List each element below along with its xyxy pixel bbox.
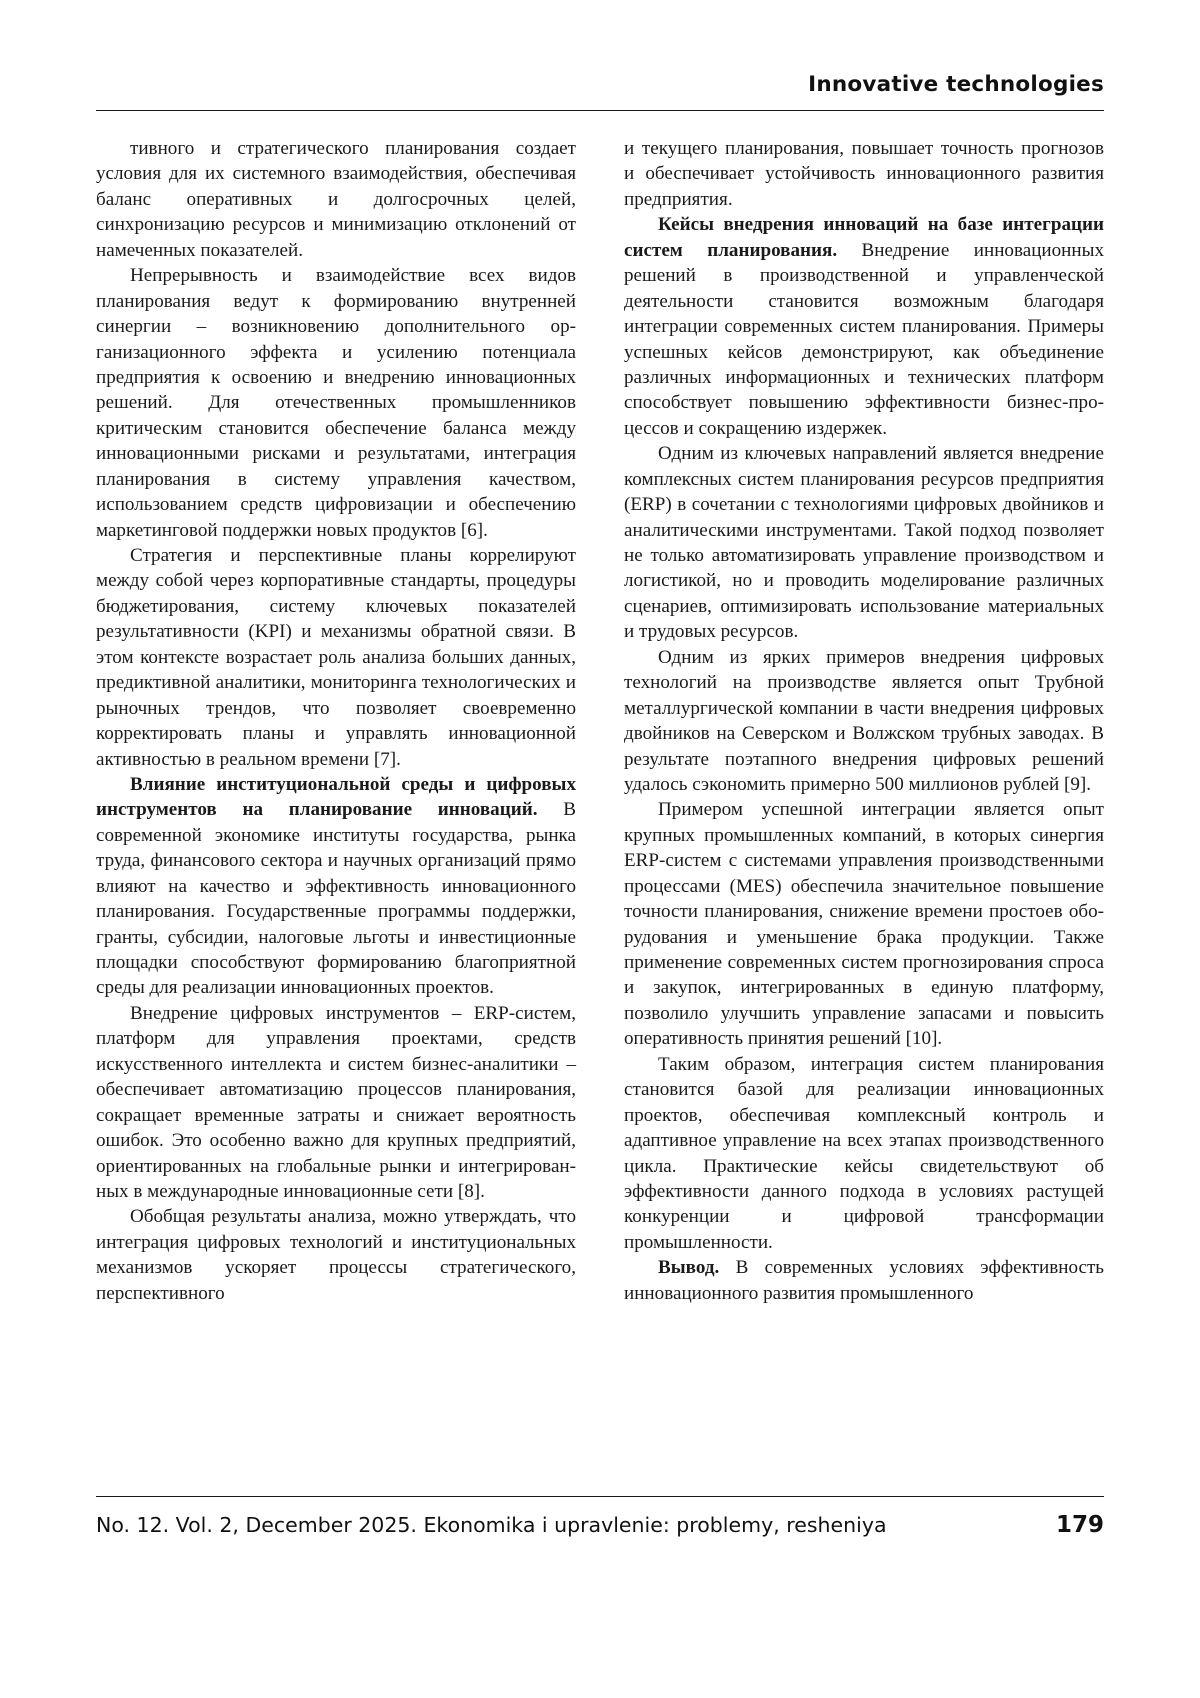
column-right xyxy=(624,136,1104,1456)
paragraph: Таким образом, интеграция систем планирования становится базой для реализации инновационных проектов, обеспечивая комплексный контроль и адаптивное управление на всех этапах производственного цикла. Практические кейсы свидетельствуют об эффективности данного подхода в условиях растущей конкуренции и цифровой трансформации промышленности. xyxy=(624,1053,1104,1253)
page-number: 179 xyxy=(1055,1512,1104,1538)
footer-divider xyxy=(96,1496,1104,1497)
section-heading: Кейсы внедрения инноваций на базе интеграции систем планирования. xyxy=(624,214,1104,261)
column-left xyxy=(96,136,576,1456)
paragraph-continued: и текущего планирования, повышает точность прогнозов и обеспечивает устойчивость инновационного развития предприятия. xyxy=(624,138,1104,210)
paragraph-text: В современной экономике институты государства, рынка труда, финансового сектора и научных организаций прямо влияют на качество и эффективность инновационного планирования. Государственные программы поддержки, гранты, субсидии, налоговые льготы и инвестиционные площадки способствуют формированию благоприятной среды для реализации инновационных проектов. xyxy=(96,799,576,999)
header-divider xyxy=(96,110,1104,111)
running-head xyxy=(96,72,1104,110)
paragraph-with-heading xyxy=(624,212,1104,441)
paragraph: Одним из ключевых направлений является внедрение комплексных систем планирования ресурсов предприятия (ERP) в сочетании с технологиями цифровых двойников и аналитическими инструментами. Такой подход позволяет не только автоматизировать управление производством и логистикой, но и проводить моделирование различных сценариев, оптимизировать использование материальных и трудовых ресурсов. xyxy=(624,443,1104,643)
paragraph: Примером успешной интеграции является опыт крупных промышленных компаний, в которых синергия ERP-систем с системами управления производственными процессами (MES) обеспечила значительное повышение точности планирования, снижение времени простоев оборудования и уменьшение брака продукции. Также применение современных систем прогнозирования спроса и закупок, интегрированных в единую платформу, позволило улучшить управление запасами и повысить оперативность принятия решений [10]. xyxy=(624,799,1104,1050)
running-head-title: Innovative technologies xyxy=(808,72,1104,97)
text-body xyxy=(96,136,1104,1456)
paragraph: Стратегия и перспективные планы коррелируют между собой через корпоративные стандарты, процедуры бюджетирования, систему ключевых показателей результативности (KPI) и механизмы обратной связи. В этом контексте возрастает роль анализа больших данных, предиктивной аналитики, мониторинга технологических и рыночных трендов, что позволяет своевременно корректировать планы и управлять инновационной активностью в реальном времени [7]. xyxy=(96,545,576,770)
paragraph-text: В современных условиях эффективность инновационного развития промышленного xyxy=(624,1257,1104,1304)
paragraph: Обобщая результаты анализа, можно утверждать, что интеграция цифровых технологий и институциональных механизмов ускоряет процессы стратегического, перспективного xyxy=(96,1206,576,1304)
section-heading: Влияние институциональной среды и цифровых инструментов на планирование инноваций. xyxy=(96,773,576,821)
journal-citation: No. 12. Vol. 2, December 2025. Ekonomika i upravlenie: problemy, resheniya xyxy=(96,1513,887,1537)
paragraph: тивного и стратегического планирования создает условия для их системного взаимодействия, обеспечивая баланс оперативных и долгосрочных целей, синхронизацию ресурсов и минимизацию отклонений от намеченных показателей. xyxy=(96,138,576,261)
paragraph-with-heading xyxy=(624,1255,1104,1306)
paragraph: Внедрение цифровых инструментов – ERP-систем, платформ для управления проектами, средств искусственного интеллекта и систем бизнес-аналитики – обеспечивает автоматизацию процессов планирования, сокращает временные затраты и снижает вероятность ошибок. Это особенно важно для крупных предприятий, ориентированных на глобальные рынки и интегрированных в международные инновационные сети [8]. xyxy=(96,1002,576,1202)
paragraph: Непрерывность и взаимодействие всех видов планирования ведут к формированию внутренней синергии – возникновению дополнительного организационного эффекта и усилению потенциала предприятия к освоению и внедрению инновационных решений. Для отечественных промышленников критическим становится обеспечение баланса между инновационными рисками и результатами, интеграция планирования в систему управления качеством, использованием средств цифровизации и обеспечению маркетинговой поддержки новых продуктов [6]. xyxy=(96,265,576,541)
paragraph-with-heading xyxy=(96,772,576,1001)
paragraph: Одним из ярких примеров внедрения цифровых технологий на производстве является опыт Трубной металлургической компании в части внедрения цифровых двойников на Северском и Волжском трубных заводах. В результате поэтапного внедрения цифровых решений удалось сэкономить примерно 500 миллионов рублей [9]. xyxy=(624,646,1104,795)
conclusion-heading: Вывод. xyxy=(658,1257,720,1279)
paragraph-text: Внедрение инновационных решений в производственной и управленческой деятельности становится возможным благодаря интеграции современных систем планирования. Примеры успешных кейсов демонстрируют, как объединение различных информационных и технических платформ способствует повышению эффективности бизнес-процессов и сокращению издержек. xyxy=(624,239,1104,439)
page-footer xyxy=(96,1512,1104,1538)
